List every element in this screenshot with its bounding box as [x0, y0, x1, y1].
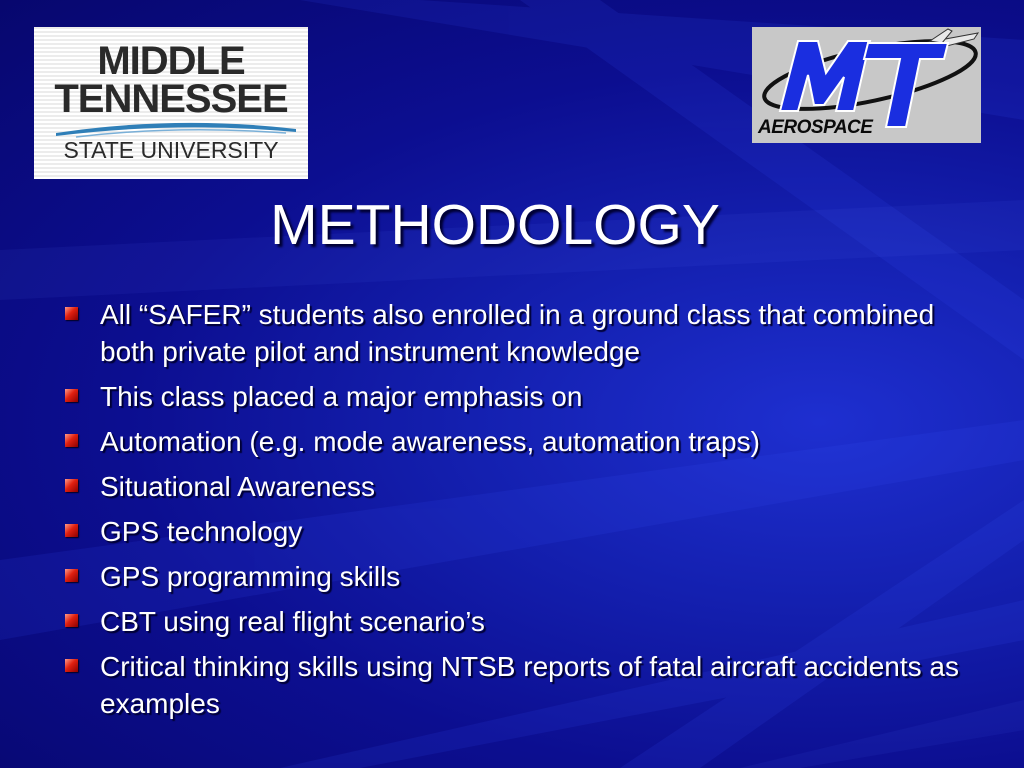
bullet-item: [62, 603, 982, 640]
bullet-text: GPS programming skills: [100, 561, 401, 592]
bullet-item: [62, 378, 982, 415]
bullet-square-icon: [65, 307, 78, 320]
bullet-square-icon: [65, 389, 78, 402]
bullet-square-icon: [65, 614, 78, 627]
bullet-item: [62, 513, 982, 550]
bullet-text: CBT using real flight scenario’s: [100, 606, 485, 637]
bullet-square-icon: [65, 524, 78, 537]
bullet-text: Situational Awareness: [100, 471, 375, 502]
mtsu-logo-line3: STATE UNIVERSITY: [63, 137, 279, 163]
bullet-square-icon: [65, 434, 78, 447]
bullet-square-icon: [65, 659, 78, 672]
bullet-text: This class placed a major emphasis on: [100, 381, 583, 412]
bullet-item: [62, 558, 982, 595]
bullet-text: All “SAFER” students also enrolled in a ground class that combined both private pilot and instrument knowledge: [100, 299, 935, 367]
mtsu-logo: [34, 27, 308, 179]
bullet-list: [62, 296, 982, 730]
mtsu-logo-line2: TENNESSEE: [54, 77, 288, 121]
bullet-item: [62, 468, 982, 505]
bullet-text: Critical thinking skills using NTSB reports of fatal aircraft accidents as examples: [100, 651, 959, 719]
bullet-text: GPS technology: [100, 516, 303, 547]
bullet-text: Automation (e.g. mode awareness, automation traps): [100, 426, 760, 457]
bullet-item: [62, 648, 982, 722]
mt-aerospace-logo: [752, 27, 981, 143]
aerospace-label: AEROSPACE: [758, 117, 873, 138]
bullet-item: [62, 296, 982, 370]
mtsu-logo-line1: MIDDLE: [97, 39, 245, 83]
mtsu-swoosh-icon: [56, 119, 296, 139]
slide-title: METHODOLOGY: [270, 193, 720, 257]
bullet-square-icon: [65, 479, 78, 492]
bullet-item: [62, 423, 982, 460]
bullet-square-icon: [65, 569, 78, 582]
